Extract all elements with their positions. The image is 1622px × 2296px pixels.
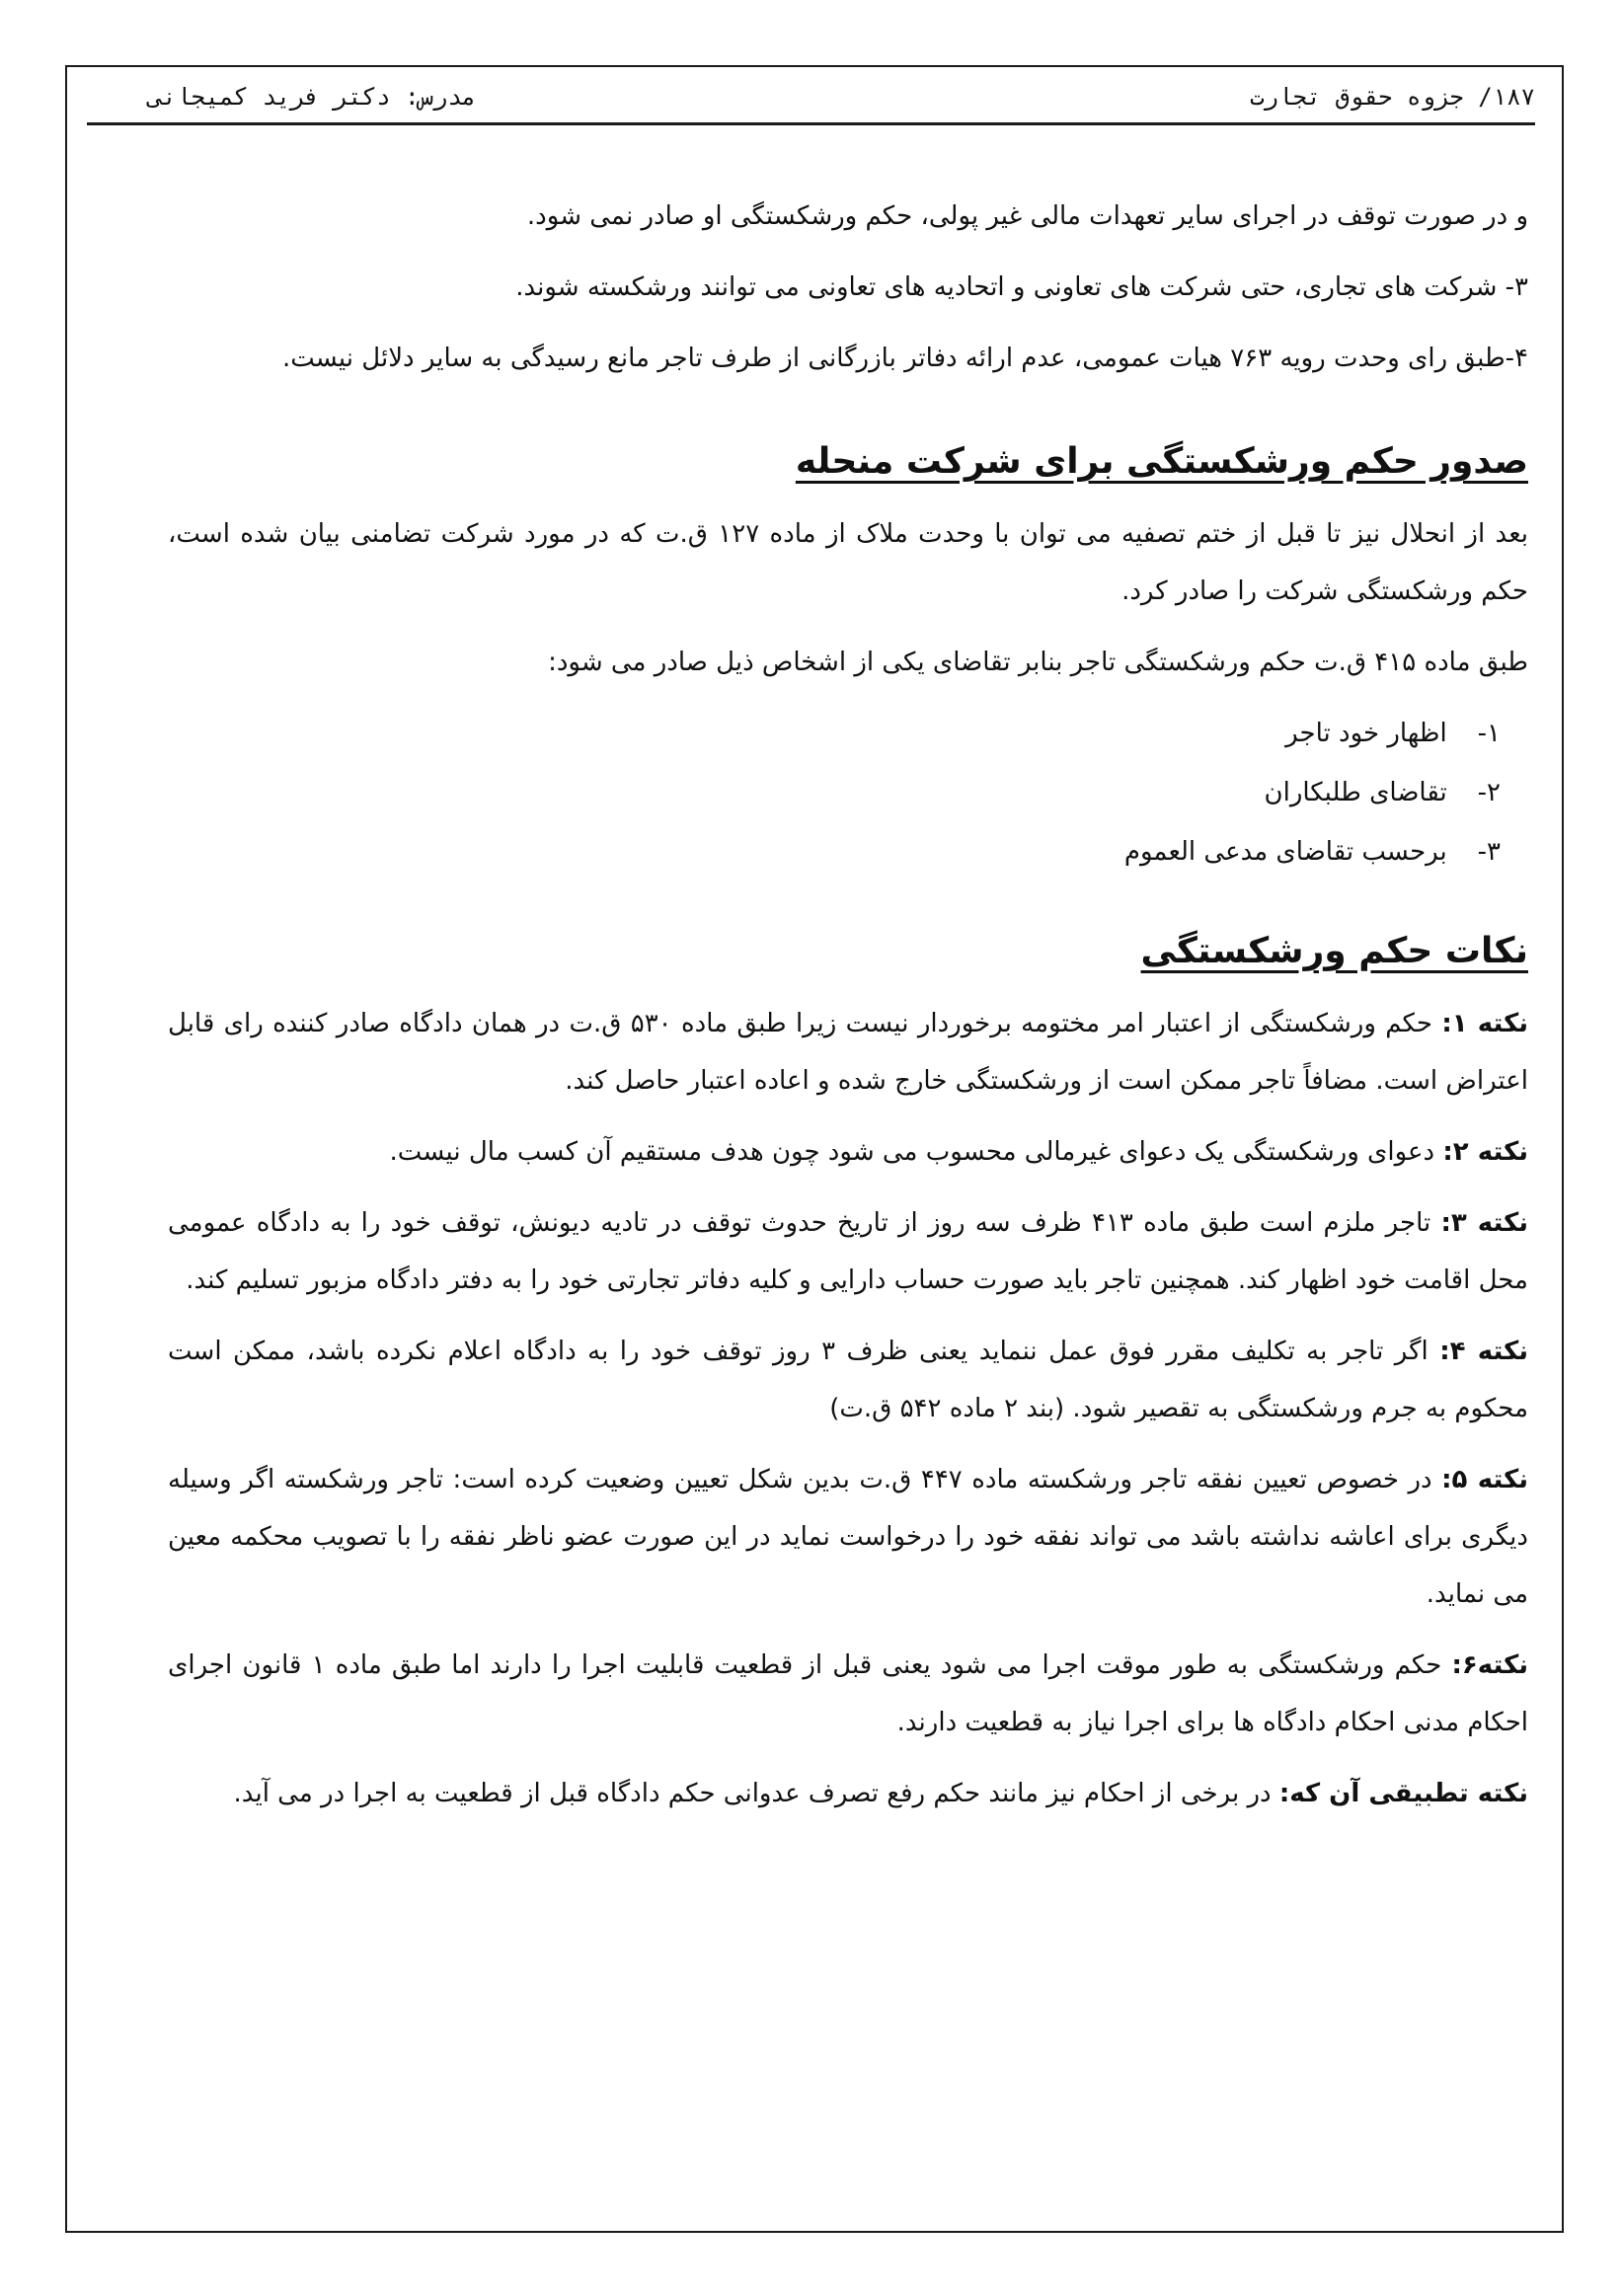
note-text: حکم ورشکستگی به طور موقت اجرا می شود یعنی قبل از قطعیت قابلیت اجرا را دارند اما طبق ماده ۱ قانون اجرای احکام مدنی احکام دادگاه ها برای اجرا نیاز به قطعیت دارند. [168, 1650, 1528, 1737]
note-paragraph [168, 1123, 1528, 1181]
list-item-number: ۳- [1477, 837, 1501, 867]
note-text: تاجر ملزم است طبق ماده ۴۱۳ ظرف سه روز از تاریخ حدوث توقف در تادیه دیونش، توقف خود را به دادگاه عمومی محل اقامت خود اظهار کند. همچنین تاجر باید صورت حساب دارایی و کلیه دفاتر تجارتی خود را به دفتر دادگاه مزبور تسلیم کند. [168, 1208, 1528, 1295]
list-item-number: ۱- [1477, 719, 1501, 748]
header-title: ۱۸۷/ جزوه حقوق تجارت [1250, 83, 1535, 111]
header-lecturer: مدرس: دکتر فرید کمیجانی [148, 83, 477, 111]
note-label: نکته ۵: [1441, 1465, 1528, 1494]
note-text: دعوای ورشکستگی یک دعوای غیرمالی محسوب می شود چون هدف مستقیم آن کسب مال نیست. [389, 1137, 1443, 1167]
list-item [168, 764, 1501, 821]
list-item-text: اظهار خود تاجر [1285, 719, 1447, 748]
section-heading-bankruptcy-notes: نکات حکم ورشکستگی [1140, 931, 1528, 971]
note-paragraph [168, 1637, 1528, 1751]
note-label: نکته۶: [1451, 1650, 1528, 1680]
petitioner-list [168, 705, 1528, 880]
note-paragraph [168, 1194, 1528, 1309]
note-paragraph [168, 1451, 1528, 1623]
section-bankruptcy-notes [168, 890, 1528, 1822]
note-text: در خصوص تعیین نفقه تاجر ورشکسته ماده ۴۴۷ ق.ت بدین شکل تعیین وضعیت کرده است: تاجر ورشکسته اگر وسیله دیگری برای اعاشه نداشته باشد می تواند نفقه خود را درخواست نماید در این صورت عضو ناظر نفقه را با تصویب محکمه معین می نماید. [168, 1465, 1528, 1609]
list-item-text: برحسب تقاضای مدعی العموم [1123, 837, 1447, 867]
section1-paragraph-2: طبق ماده ۴۱۵ ق.ت حکم ورشکستگی تاجر بنابر تقاضای یکی از اشخاص ذیل صادر می شود: [548, 648, 1528, 677]
note-label: نکته ۱: [1441, 1009, 1528, 1038]
note-paragraph [168, 1765, 1528, 1822]
note-text: اگر تاجر به تکلیف مقرر فوق عمل ننماید یعنی ظرف ۳ روز توقف خود را به دادگاه اعلام نکرده باشد، ممکن است محکوم به جرم ورشکستگی به تقصیر شود. (بند ۲ ماده ۵۴۲ ق.ت) [168, 1337, 1528, 1423]
page-content [168, 188, 1528, 1836]
section-heading-dissolved-company: صدور حکم ورشکستگی برای شرکت منحله [795, 441, 1528, 482]
intro-paragraph-1: و در صورت توقف در اجرای سایر تعهدات مالی غیر پولی، حکم ورشکستگی او صادر نمی شود. [526, 201, 1528, 231]
section-dissolved-company [168, 401, 1528, 880]
page-header [87, 83, 1535, 125]
note-paragraph [168, 1323, 1528, 1437]
intro-paragraph-3: ۴-طبق رای وحدت رویه ۷۶۳ هیات عمومی، عدم ارائه دفاتر بازرگانی از طرف تاجر مانع رسیدگی به سایر دلائل نیست. [281, 344, 1528, 373]
note-label: نکته تطبیقی آن که: [1278, 1779, 1528, 1808]
section1-paragraph-1: بعد از انحلال نیز تا قبل از ختم تصفیه می توان با وحدت ملاک از ماده ۱۲۷ ق.ت که در مورد شرکت تضامنی بیان شده است، حکم ورشکستگی شرکت را صادر کرد. [168, 519, 1528, 606]
list-item-text: تقاضای طلبکاران [1264, 778, 1447, 807]
list-item-number: ۲- [1477, 778, 1501, 807]
list-item [168, 705, 1501, 762]
note-text: در برخی از احکام نیز مانند حکم رفع تصرف عدوانی حکم دادگاه قبل از قطعیت به اجرا در می آید. [233, 1779, 1279, 1808]
note-label: نکته ۳: [1440, 1208, 1529, 1238]
note-label: نکته ۴: [1439, 1337, 1528, 1366]
note-label: نکته ۲: [1442, 1137, 1528, 1167]
note-paragraph [168, 995, 1528, 1110]
note-text: حکم ورشکستگی از اعتبار امر مختومه برخوردار نیست زیرا طبق ماده ۵۳۰ ق.ت در همان دادگاه صادر کننده رای قابل اعتراض است. مضافاً تاجر ممکن است از ورشکستگی خارج شده و اعاده اعتبار حاصل کند. [168, 1009, 1528, 1096]
list-item [168, 823, 1501, 880]
intro-paragraph-2: ۳- شرکت های تجاری، حتی شرکت های تعاونی و اتحادیه های تعاونی می توانند ورشکسته شوند. [515, 272, 1528, 302]
